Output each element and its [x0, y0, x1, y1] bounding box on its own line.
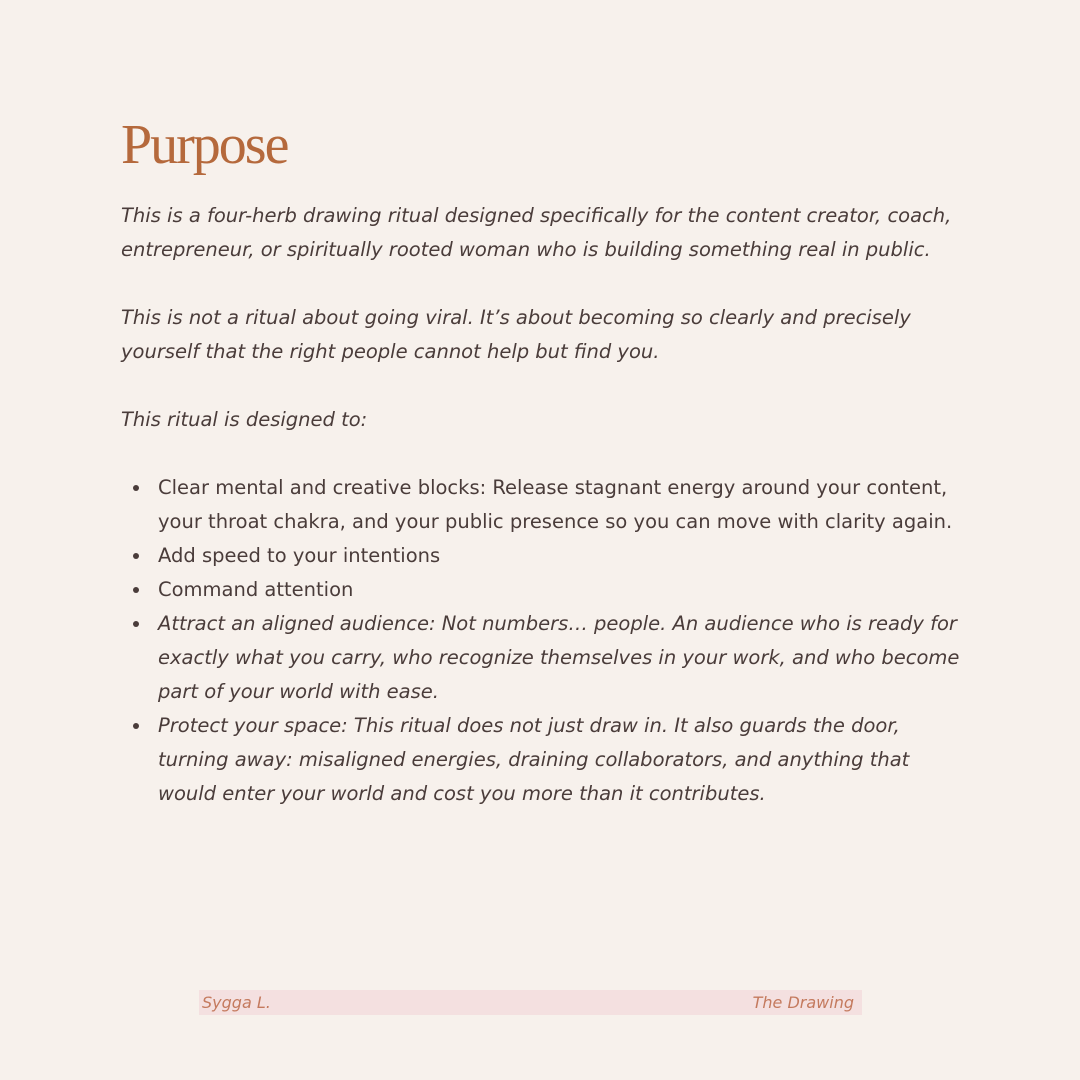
viral-paragraph: This is not a ritual about going viral. It’s about becoming so clearly and precisely yourself that the right people cannot help but find you.: [121, 306, 911, 363]
list-item: Attract an aligned audience: Not numbers… people. An audience who is ready for exactly what you carry, who recognize themselves in your work, and who become part of your world with ease.: [121, 607, 966, 709]
list-lead-in: This ritual is designed to:: [121, 408, 368, 431]
list-item: Protect your space: This ritual does not just draw in. It also guards the door, turning away: misaligned energies, draining collaborators, and anything that would enter your world and cost you more than it contributes.: [121, 709, 966, 811]
footer-bar: [199, 990, 862, 1015]
list-item: Command attention: [121, 573, 966, 607]
content-body: [121, 199, 966, 811]
list-item: Add speed to your intentions: [121, 539, 966, 573]
page-title: Purpose: [121, 114, 288, 176]
footer-author: Sygga L.: [202, 993, 271, 1012]
intro-paragraph: This is a four-herb drawing ritual designed specifically for the content creator, coach, entrepreneur, or spiritually rooted woman who is building something real in public.: [121, 204, 952, 261]
purpose-list: [121, 471, 966, 811]
list-item: Clear mental and creative blocks: Release stagnant energy around your content, your throat chakra, and your public presence so you can move with clarity again.: [121, 471, 966, 539]
footer-book-title: The Drawing: [752, 993, 854, 1012]
